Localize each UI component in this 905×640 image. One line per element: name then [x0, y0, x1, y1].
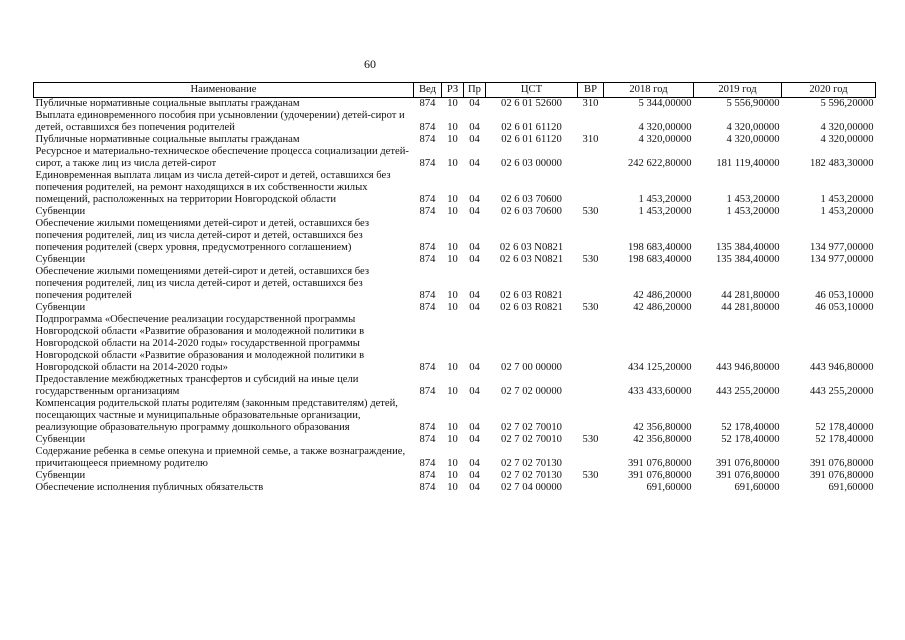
row-cst: 02 6 03 N0821 — [499, 254, 564, 265]
row-pr: 04 — [469, 290, 480, 301]
row-value-2018: 42 486,20000 — [633, 302, 692, 313]
row-vr: 530 — [582, 206, 599, 217]
table-row — [34, 146, 876, 170]
row-value-2018: 391 076,80000 — [627, 470, 692, 481]
page-number: 60 — [364, 57, 376, 71]
row-rz: 10 — [447, 254, 458, 265]
row-value-2019: 44 281,80000 — [721, 290, 780, 301]
row-ved: 874 — [419, 290, 436, 301]
row-name: Предоставление межбюджетных трансфертов и субсидий на иные цели государственным организациям — [35, 374, 359, 397]
table-row — [34, 470, 876, 482]
row-name: Обеспечение исполнения публичных обязательств — [35, 482, 264, 493]
row-rz: 10 — [447, 470, 458, 481]
row-value-2020: 52 178,40000 — [815, 434, 874, 445]
row-ved: 874 — [419, 206, 436, 217]
col-header-pr: Пр — [464, 83, 486, 98]
table-row — [34, 134, 876, 146]
row-ved: 874 — [419, 134, 436, 145]
row-rz: 10 — [447, 422, 458, 433]
row-cst: 02 6 03 N0821 — [499, 242, 564, 253]
row-value-2019: 443 255,20000 — [715, 386, 780, 397]
row-pr: 04 — [469, 122, 480, 133]
table-row — [34, 446, 876, 470]
row-vr — [578, 170, 604, 206]
row-pr: 04 — [469, 134, 480, 145]
row-rz: 10 — [447, 302, 458, 313]
row-cst: 02 7 04 00000 — [501, 482, 562, 493]
row-cst: 02 7 02 70010 — [501, 434, 562, 445]
row-value-2019: 52 178,40000 — [721, 434, 780, 445]
row-value-2020: 5 596,20000 — [820, 98, 874, 109]
table-row — [34, 314, 876, 374]
row-vr: 530 — [582, 470, 599, 481]
row-value-2020: 52 178,40000 — [815, 422, 874, 433]
row-value-2019: 1 453,20000 — [726, 194, 780, 205]
row-cst: 02 6 01 61120 — [501, 122, 562, 133]
row-pr: 04 — [469, 302, 480, 313]
row-pr: 04 — [469, 242, 480, 253]
table-row — [34, 374, 876, 398]
row-value-2019: 391 076,80000 — [715, 458, 780, 469]
row-value-2020: 134 977,00000 — [809, 254, 874, 265]
row-value-2019: 181 119,40000 — [716, 158, 780, 169]
row-pr: 04 — [469, 434, 480, 445]
row-vr: 530 — [582, 434, 599, 445]
row-vr — [578, 146, 604, 170]
row-value-2020: 4 320,00000 — [820, 134, 874, 145]
row-value-2018: 198 683,40000 — [627, 242, 692, 253]
row-ved: 874 — [419, 470, 436, 481]
row-value-2018: 42 356,80000 — [633, 434, 692, 445]
row-ved: 874 — [419, 434, 436, 445]
row-pr: 04 — [469, 194, 480, 205]
row-cst: 02 6 03 R0821 — [500, 290, 563, 301]
row-value-2019: 691,60000 — [734, 482, 780, 493]
row-pr: 04 — [469, 482, 480, 493]
row-value-2018: 691,60000 — [646, 482, 692, 493]
row-value-2020: 4 320,00000 — [820, 122, 874, 133]
row-rz: 10 — [447, 482, 458, 493]
row-vr: 310 — [582, 134, 599, 145]
row-value-2018: 434 125,20000 — [627, 362, 692, 373]
row-vr — [578, 218, 604, 254]
row-value-2019: 135 384,40000 — [715, 254, 780, 265]
row-ved: 874 — [419, 302, 436, 313]
col-header-vr: ВР — [578, 83, 604, 98]
table-row — [34, 110, 876, 134]
row-vr — [578, 398, 604, 434]
row-name: Единовременная выплата лицам из числа детей-сирот и детей, оставшихся без попечения родителей, на ремонт находящихся в их собственности жилых помещений, расположенных на территории Новгородской области — [35, 170, 391, 205]
table-row — [34, 170, 876, 206]
row-value-2018: 1 453,20000 — [638, 206, 692, 217]
row-value-2019: 1 453,20000 — [726, 206, 780, 217]
row-value-2019: 443 946,80000 — [715, 362, 780, 373]
row-rz: 10 — [447, 386, 458, 397]
row-vr — [578, 446, 604, 470]
row-value-2020: 391 076,80000 — [809, 458, 874, 469]
row-rz: 10 — [447, 242, 458, 253]
row-pr: 04 — [469, 158, 480, 169]
row-cst: 02 7 02 70010 — [501, 422, 562, 433]
row-ved: 874 — [419, 386, 436, 397]
col-header-rz: РЗ — [442, 83, 464, 98]
row-vr: 310 — [582, 98, 599, 109]
row-value-2018: 198 683,40000 — [627, 254, 692, 265]
row-name: Ресурсное и материально-техническое обеспечение процесса социализации детей-сирот, а также лиц из числа детей-сирот — [35, 146, 409, 169]
row-value-2020: 691,60000 — [828, 482, 874, 493]
row-cst: 02 7 02 00000 — [501, 386, 562, 397]
row-ved: 874 — [419, 422, 436, 433]
row-vr — [578, 314, 604, 374]
row-rz: 10 — [447, 206, 458, 217]
row-value-2020: 1 453,20000 — [820, 206, 874, 217]
table-row — [34, 206, 876, 218]
row-cst: 02 6 03 70600 — [501, 206, 562, 217]
row-name: Обеспечение жилыми помещениями детей-сирот и детей, оставшихся без попечения родителей, лиц из числа детей-сирот и детей, оставшихся без попечения родителей — [35, 266, 370, 301]
row-value-2020: 182 483,30000 — [809, 158, 874, 169]
table-header-row — [34, 83, 876, 98]
row-ved: 874 — [419, 242, 436, 253]
row-vr: 530 — [582, 254, 599, 265]
row-value-2019: 44 281,80000 — [721, 302, 780, 313]
row-cst: 02 7 02 70130 — [501, 470, 562, 481]
row-name: Обеспечение жилыми помещениями детей-сирот и детей, оставшихся без попечения родителей, лиц из числа детей-сирот и детей, оставшихся без попечения родителей (сверх уровня, предусмотренного соглашением) — [35, 218, 370, 253]
row-vr — [578, 374, 604, 398]
row-ved: 874 — [419, 122, 436, 133]
row-cst: 02 6 03 00000 — [501, 158, 562, 169]
col-header-2020: 2020 год — [782, 83, 876, 98]
row-pr: 04 — [469, 470, 480, 481]
row-vr — [578, 266, 604, 302]
table-row — [34, 482, 876, 494]
row-ved: 874 — [419, 194, 436, 205]
row-name: Компенсация родительской платы родителям (законным представителям) детей, посещающих частные и муниципальные образовательные организации, реализующие образовательную программу дошкольного образования — [35, 398, 398, 433]
row-value-2018: 242 622,80000 — [627, 158, 692, 169]
row-name: Публичные нормативные социальные выплаты гражданам — [35, 134, 300, 145]
row-name: Подпрограмма «Обеспечение реализации государственной программы Новгородской области «Развитие образования и молодежной политики в Новгородской области на 2014-2020 годы» государственной программы Новгородской области «Развитие образования и молодежной политики в Новгородской области на 2014-2020 годы» — [35, 314, 365, 373]
row-name: Субвенции — [35, 302, 86, 313]
row-value-2019: 135 384,40000 — [715, 242, 780, 253]
row-ved: 874 — [419, 362, 436, 373]
row-value-2018: 1 453,20000 — [638, 194, 692, 205]
col-header-2018: 2018 год — [604, 83, 694, 98]
row-vr — [578, 482, 604, 494]
row-ved: 874 — [419, 158, 436, 169]
row-value-2020: 46 053,10000 — [815, 302, 874, 313]
row-cst: 02 7 02 70130 — [501, 458, 562, 469]
table-row — [34, 398, 876, 434]
row-rz: 10 — [447, 98, 458, 109]
row-value-2019: 4 320,00000 — [726, 122, 780, 133]
col-header-cst: ЦСТ — [486, 83, 578, 98]
row-name: Содержание ребенка в семье опекуна и приемной семье, а также вознаграждение, причитающееся приемному родителю — [35, 446, 406, 469]
table-row — [34, 218, 876, 254]
row-value-2020: 443 255,20000 — [809, 386, 874, 397]
row-rz: 10 — [447, 134, 458, 145]
row-vr: 530 — [582, 302, 599, 313]
row-name: Выплата единовременного пособия при усыновлении (удочерении) детей-сирот и детей, оставшихся без попечения родителей — [35, 110, 405, 133]
table-row — [34, 266, 876, 302]
row-ved: 874 — [419, 482, 436, 493]
row-value-2018: 433 433,60000 — [627, 386, 692, 397]
row-value-2018: 42 356,80000 — [633, 422, 692, 433]
row-rz: 10 — [447, 290, 458, 301]
row-value-2019: 52 178,40000 — [721, 422, 780, 433]
col-header-ved: Вед — [414, 83, 442, 98]
row-name: Публичные нормативные социальные выплаты гражданам — [35, 98, 300, 109]
table-row — [34, 302, 876, 314]
row-pr: 04 — [469, 422, 480, 433]
row-cst: 02 6 01 61120 — [501, 134, 562, 145]
row-name: Субвенции — [35, 206, 86, 217]
row-vr — [578, 110, 604, 134]
row-value-2020: 443 946,80000 — [809, 362, 874, 373]
row-pr: 04 — [469, 98, 480, 109]
row-value-2020: 391 076,80000 — [809, 470, 874, 481]
row-value-2018: 4 320,00000 — [638, 122, 692, 133]
row-value-2018: 4 320,00000 — [638, 134, 692, 145]
row-rz: 10 — [447, 362, 458, 373]
row-pr: 04 — [469, 362, 480, 373]
row-pr: 04 — [469, 458, 480, 469]
col-header-name: Наименование — [34, 83, 414, 98]
row-rz: 10 — [447, 458, 458, 469]
row-cst: 02 7 00 00000 — [501, 362, 562, 373]
row-ved: 874 — [419, 98, 436, 109]
row-cst: 02 6 01 52600 — [501, 98, 562, 109]
row-name: Субвенции — [35, 470, 86, 481]
table-row — [34, 98, 876, 111]
row-value-2019: 391 076,80000 — [715, 470, 780, 481]
row-pr: 04 — [469, 254, 480, 265]
row-rz: 10 — [447, 122, 458, 133]
row-rz: 10 — [447, 194, 458, 205]
row-ved: 874 — [419, 458, 436, 469]
row-rz: 10 — [447, 158, 458, 169]
row-value-2018: 42 486,20000 — [633, 290, 692, 301]
row-rz: 10 — [447, 434, 458, 445]
row-pr: 04 — [469, 386, 480, 397]
row-name: Субвенции — [35, 434, 86, 445]
budget-table — [33, 82, 876, 494]
row-ved: 874 — [419, 254, 436, 265]
col-header-2019: 2019 год — [694, 83, 782, 98]
table-row — [34, 254, 876, 266]
row-cst: 02 6 03 R0821 — [500, 302, 563, 313]
row-value-2018: 5 344,00000 — [638, 98, 692, 109]
row-name: Субвенции — [35, 254, 86, 265]
row-value-2020: 1 453,20000 — [820, 194, 874, 205]
table-row — [34, 434, 876, 446]
row-value-2018: 391 076,80000 — [627, 458, 692, 469]
row-value-2020: 134 977,00000 — [809, 242, 874, 253]
row-value-2019: 4 320,00000 — [726, 134, 780, 145]
row-cst: 02 6 03 70600 — [501, 194, 562, 205]
row-pr: 04 — [469, 206, 480, 217]
row-value-2019: 5 556,90000 — [726, 98, 780, 109]
row-value-2020: 46 053,10000 — [815, 290, 874, 301]
